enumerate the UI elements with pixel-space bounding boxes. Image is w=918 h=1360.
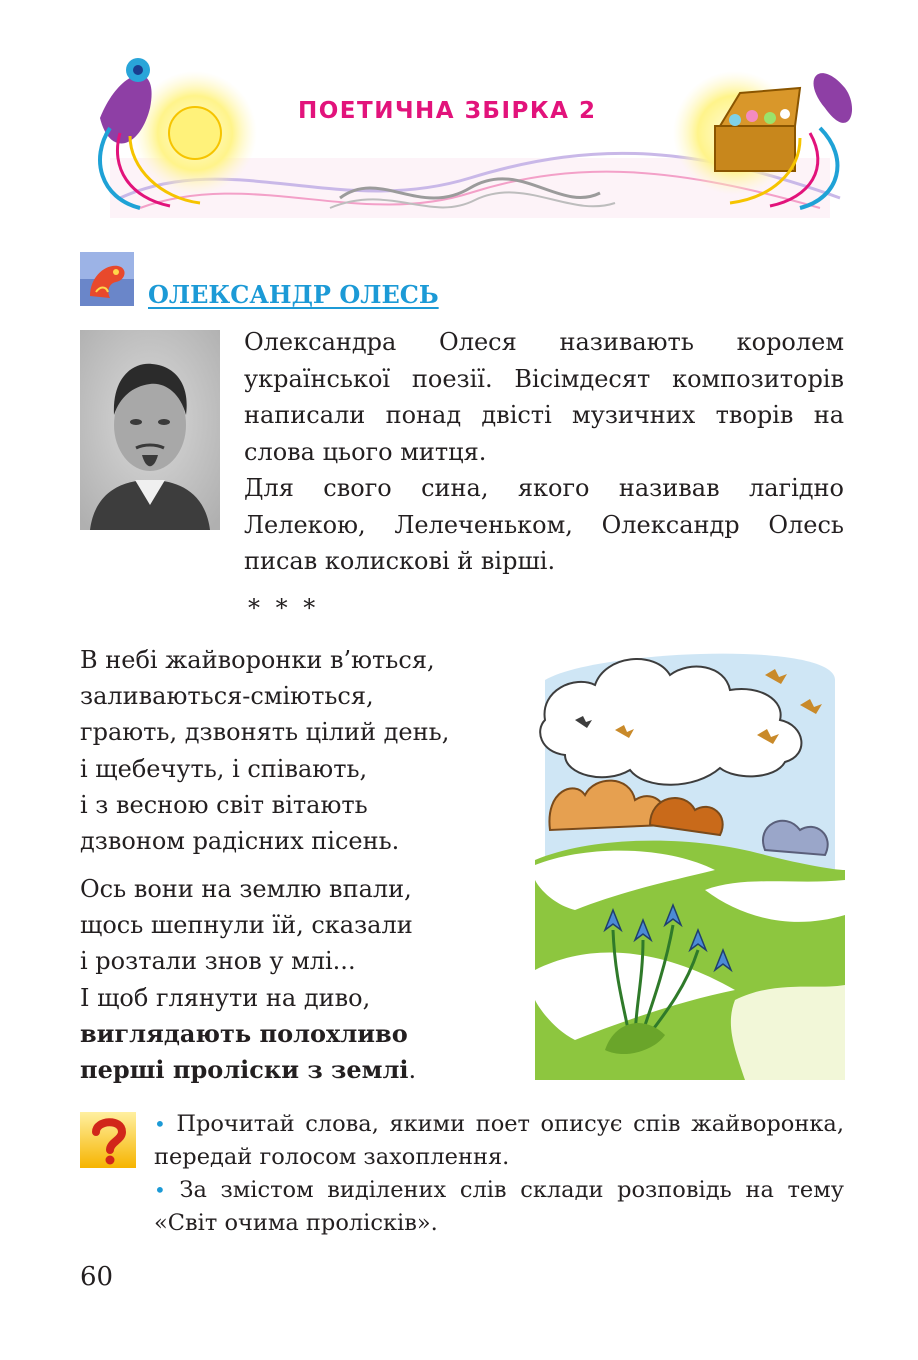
poem-line-highlighted: перші проліски з землі <box>80 1055 409 1085</box>
poem-stanza <box>80 871 416 1088</box>
sun-icon <box>133 71 257 195</box>
question-mark-icon <box>80 1112 136 1168</box>
bio-paragraph: Олександра Олеся називають королем української поезії. Вісімдесят композиторів написали понад двісті музичних творів на слова цього митця. <box>244 328 844 466</box>
task-text: За змістом виділених слів склади розповідь на тему «Світ очима пролісків». <box>154 1177 844 1236</box>
poem-line-final <box>80 1052 416 1088</box>
task-text: Прочитай слова, якими поет описує спів жайворонка, передай голосом захоплення. <box>154 1111 844 1170</box>
header-banner <box>80 48 860 226</box>
poem-line: і щебечуть, і співають, <box>80 754 368 783</box>
author-biography <box>244 324 844 580</box>
page-number: 60 <box>80 1262 114 1292</box>
banner-ornament <box>80 48 860 226</box>
poem-separator: * * * <box>248 594 320 622</box>
bird-ornament-icon <box>80 252 134 306</box>
poem-end-punctuation: . <box>408 1056 417 1085</box>
poem-line: Ось вони на землю впали, <box>80 875 412 903</box>
task-item <box>154 1174 844 1240</box>
author-portrait <box>80 330 220 530</box>
bullet-icon: • <box>154 1178 166 1202</box>
spring-illustration <box>535 640 845 1080</box>
section-title: ПОЕТИЧНА ЗБІРКА 2 <box>298 98 597 124</box>
poem-line: В небі жайворонки в’ються, <box>80 646 435 674</box>
poem-line-highlighted: виглядають полохливо <box>80 1018 408 1048</box>
bullet-icon: • <box>154 1112 166 1136</box>
task-item <box>154 1108 844 1174</box>
poem-line: і з весною світ вітають <box>80 790 368 819</box>
bio-paragraph: Для свого сина, якого називав лагідно Лелекою, Лелеченьком, Олександр Олесь писав колискові й вірші. <box>244 474 844 575</box>
poem-line: І щоб глянути на диво, <box>80 983 371 1012</box>
poem-line: і розтали знов у млі... <box>80 947 356 976</box>
poem-line: дзвоном радісних пісень. <box>80 827 400 856</box>
author-name: ОЛЕКСАНДР ОЛЕСЬ <box>148 280 439 309</box>
poem-line: заливаються-сміються, <box>80 682 374 711</box>
poem-stanza <box>80 642 449 859</box>
poem-line: грають, дзвонять цілий день, <box>80 718 450 747</box>
poem-line: щось шепнули їй, сказали <box>80 911 413 940</box>
